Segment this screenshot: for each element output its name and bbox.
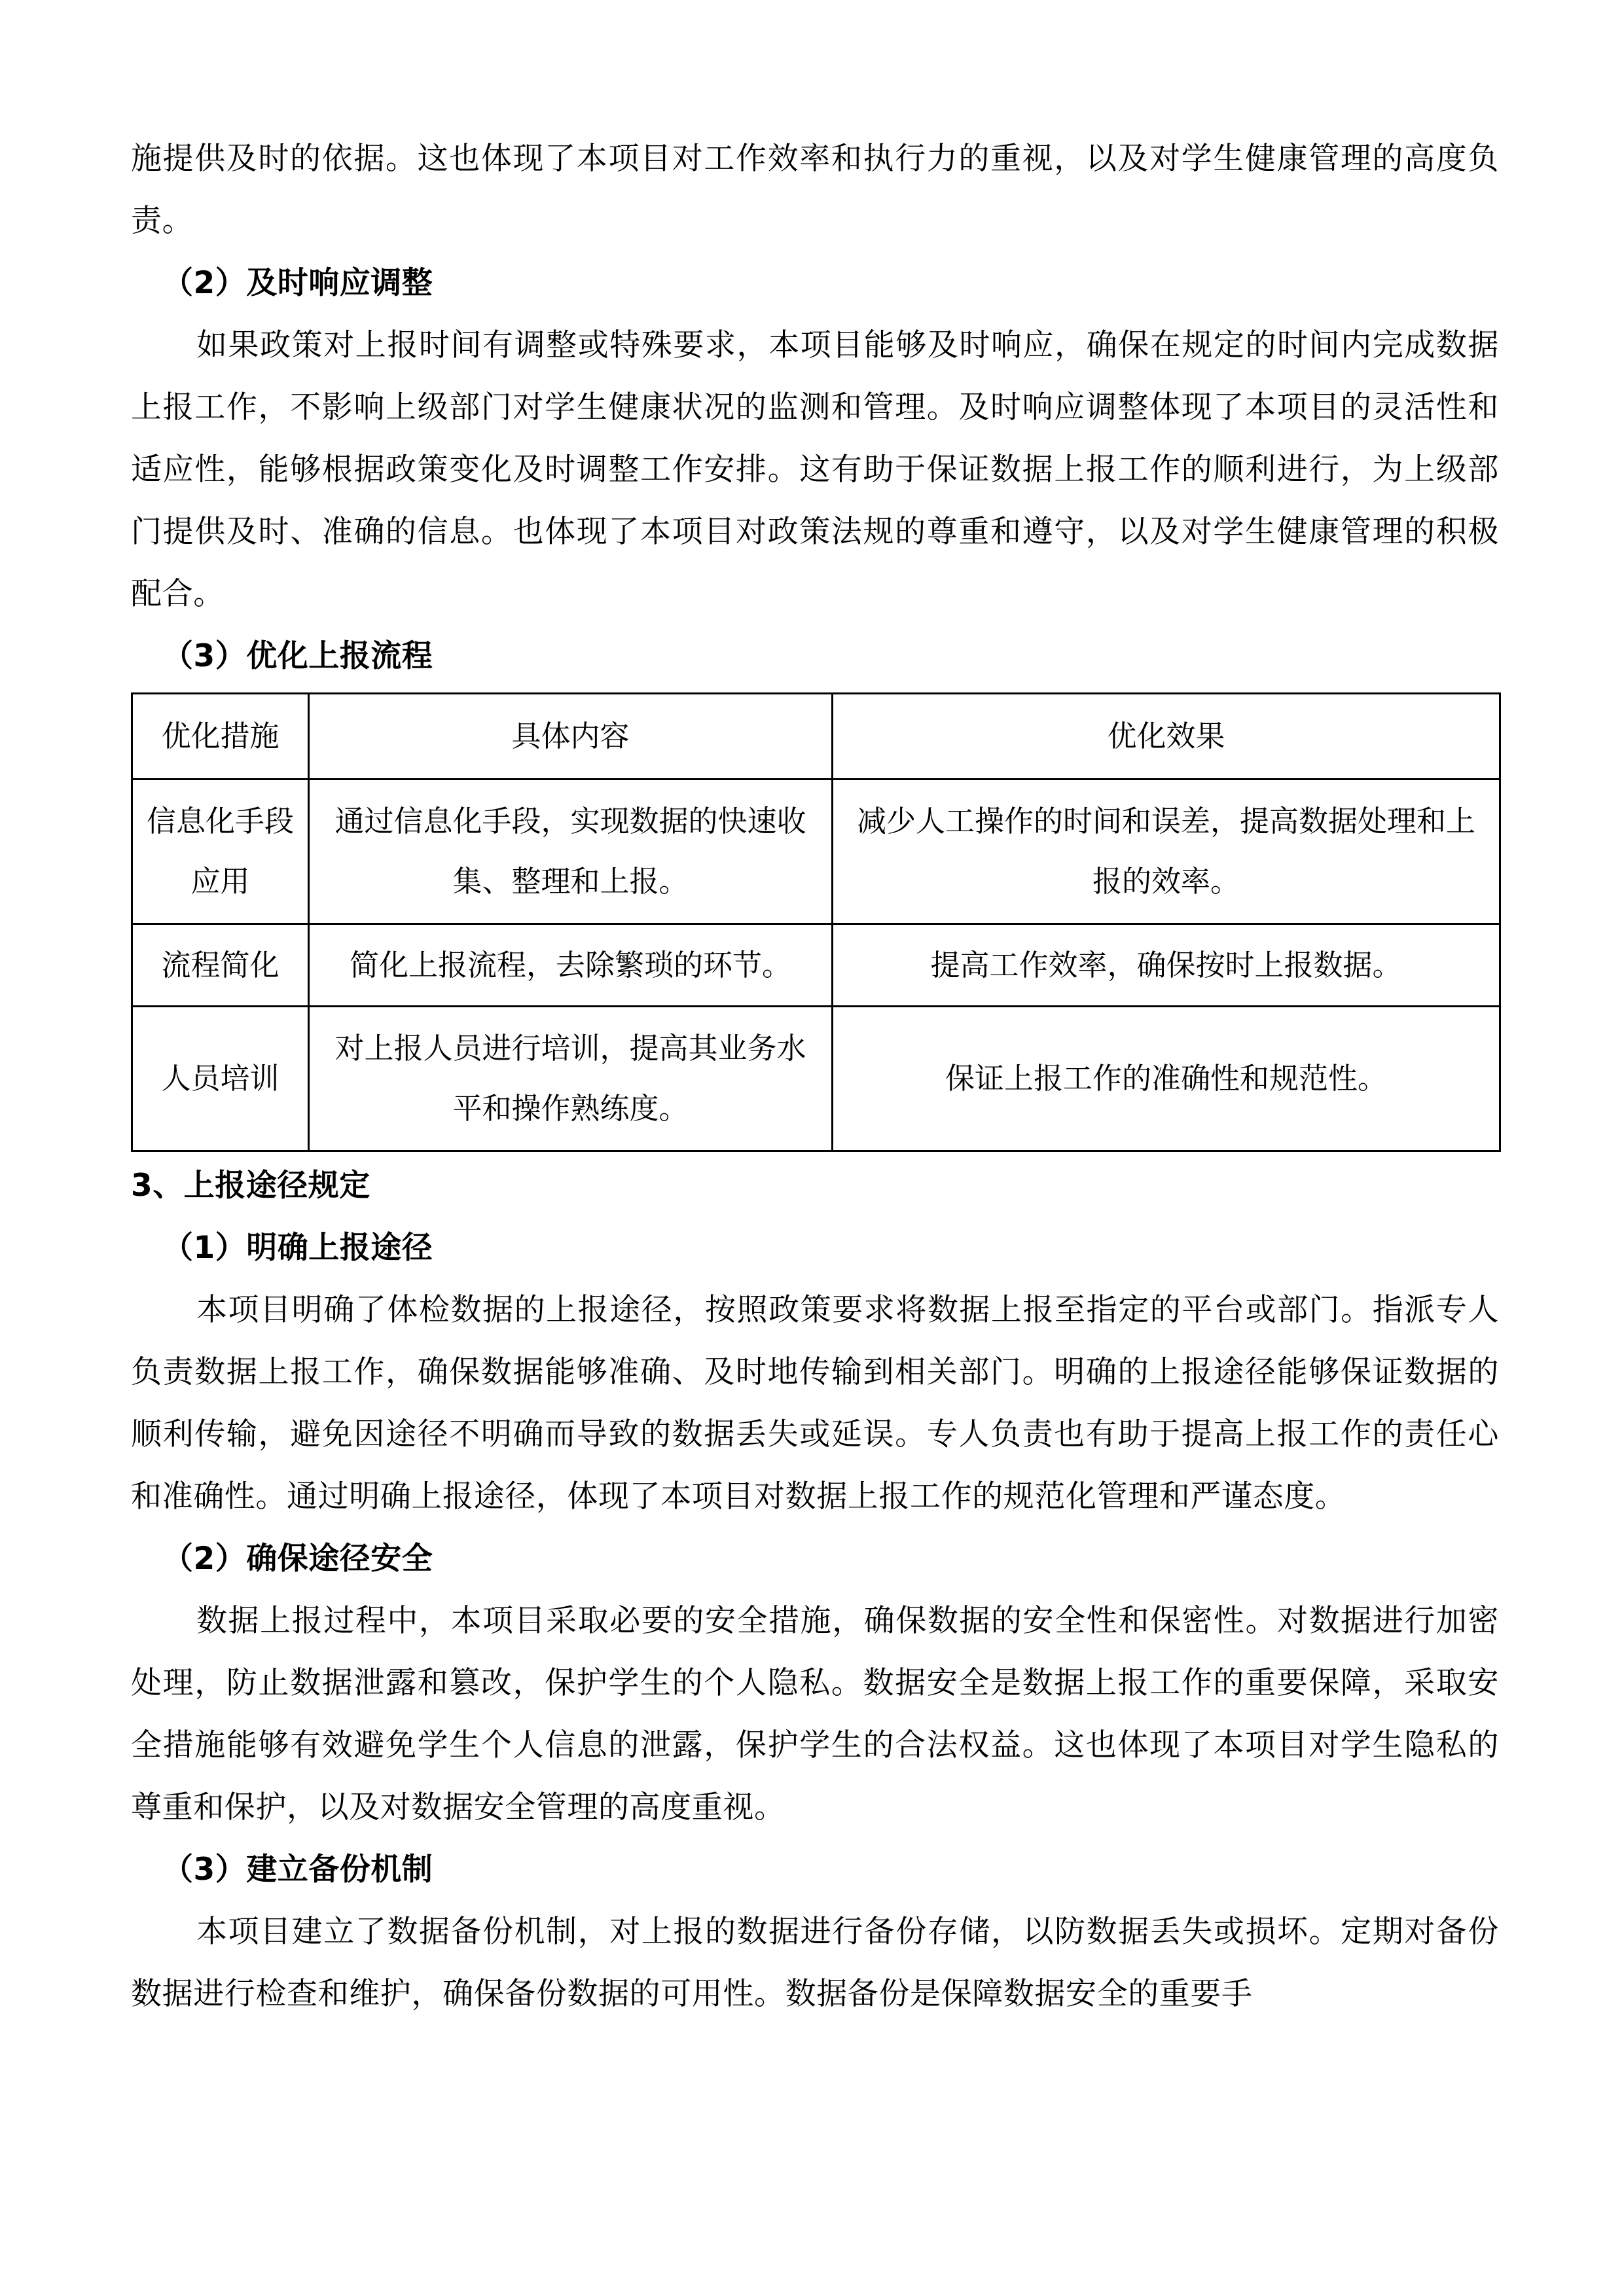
heading-clear-channel: （1）明确上报途径 bbox=[162, 1230, 433, 1266]
table-cell-effect: 保证上报工作的准确性和规范性。 bbox=[833, 1007, 1500, 1151]
heading-optimize-process: （3）优化上报流程 bbox=[162, 638, 433, 674]
table-row bbox=[132, 924, 1500, 1007]
table-cell-measure: 人员培训 bbox=[132, 1007, 309, 1151]
table-cell-content: 简化上报流程，去除繁琐的环节。 bbox=[309, 924, 833, 1007]
table-header-row bbox=[132, 694, 1500, 780]
heading-timely-response: （2）及时响应调整 bbox=[162, 265, 433, 301]
table-cell-effect: 减少人工操作的时间和误差，提高数据处理和上报的效率。 bbox=[833, 780, 1500, 924]
paragraph-channel-security: 数据上报过程中，本项目采取必要的安全措施，确保数据的安全性和保密性。对数据进行加密处理，防止数据泄露和篡改，保护学生的个人隐私。数据安全是数据上报工作的重要保障，采取安全措施能够有效避免学生个人信息的泄露，保护学生的合法权益。这也体现了本项目对学生隐私的尊重和保护，以及对数据安全管理的高度重视。 bbox=[131, 1603, 1499, 1825]
table-header-content: 具体内容 bbox=[309, 694, 833, 780]
table-cell-content: 对上报人员进行培训，提高其业务水平和操作熟练度。 bbox=[309, 1007, 833, 1151]
table-row bbox=[132, 780, 1500, 924]
optimization-table bbox=[131, 692, 1501, 1152]
table-header-effect: 优化效果 bbox=[833, 694, 1500, 780]
table-header-measure: 优化措施 bbox=[132, 694, 309, 780]
heading-reporting-channel-section: 3、上报途径规定 bbox=[131, 1168, 370, 1204]
heading-backup-mechanism: （3）建立备份机制 bbox=[162, 1852, 433, 1888]
document-body bbox=[131, 128, 1499, 2025]
heading-channel-security: （2）确保途径安全 bbox=[162, 1541, 433, 1577]
table-cell-effect: 提高工作效率，确保按时上报数据。 bbox=[833, 924, 1500, 1007]
table-cell-content: 通过信息化手段，实现数据的快速收集、整理和上报。 bbox=[309, 780, 833, 924]
table-cell-measure: 信息化手段应用 bbox=[132, 780, 309, 924]
paragraph-backup-mechanism: 本项目建立了数据备份机制，对上报的数据进行备份存储，以防数据丢失或损坏。定期对备份数据进行检查和维护，确保备份数据的可用性。数据备份是保障数据安全的重要手 bbox=[131, 1914, 1499, 2012]
paragraph-continuation: 施提供及时的依据。这也体现了本项目对工作效率和执行力的重视，以及对学生健康管理的高度负责。 bbox=[131, 141, 1499, 239]
table-row bbox=[132, 1007, 1500, 1151]
paragraph-clear-channel: 本项目明确了体检数据的上报途径，按照政策要求将数据上报至指定的平台或部门。指派专人负责数据上报工作，确保数据能够准确、及时地传输到相关部门。明确的上报途径能够保证数据的顺利传输，避免因途径不明确而导致的数据丢失或延误。专人负责也有助于提高上报工作的责任心和准确性。通过明确上报途径，体现了本项目对数据上报工作的规范化管理和严谨态度。 bbox=[131, 1292, 1499, 1515]
table-cell-measure: 流程简化 bbox=[132, 924, 309, 1007]
paragraph-timely-response: 如果政策对上报时间有调整或特殊要求，本项目能够及时响应，确保在规定的时间内完成数据上报工作，不影响上级部门对学生健康状况的监测和管理。及时响应调整体现了本项目的灵活性和适应性，能够根据政策变化及时调整工作安排。这有助于保证数据上报工作的顺利进行，为上级部门提供及时、准确的信息。也体现了本项目对政策法规的尊重和遵守，以及对学生健康管理的积极配合。 bbox=[131, 327, 1499, 612]
